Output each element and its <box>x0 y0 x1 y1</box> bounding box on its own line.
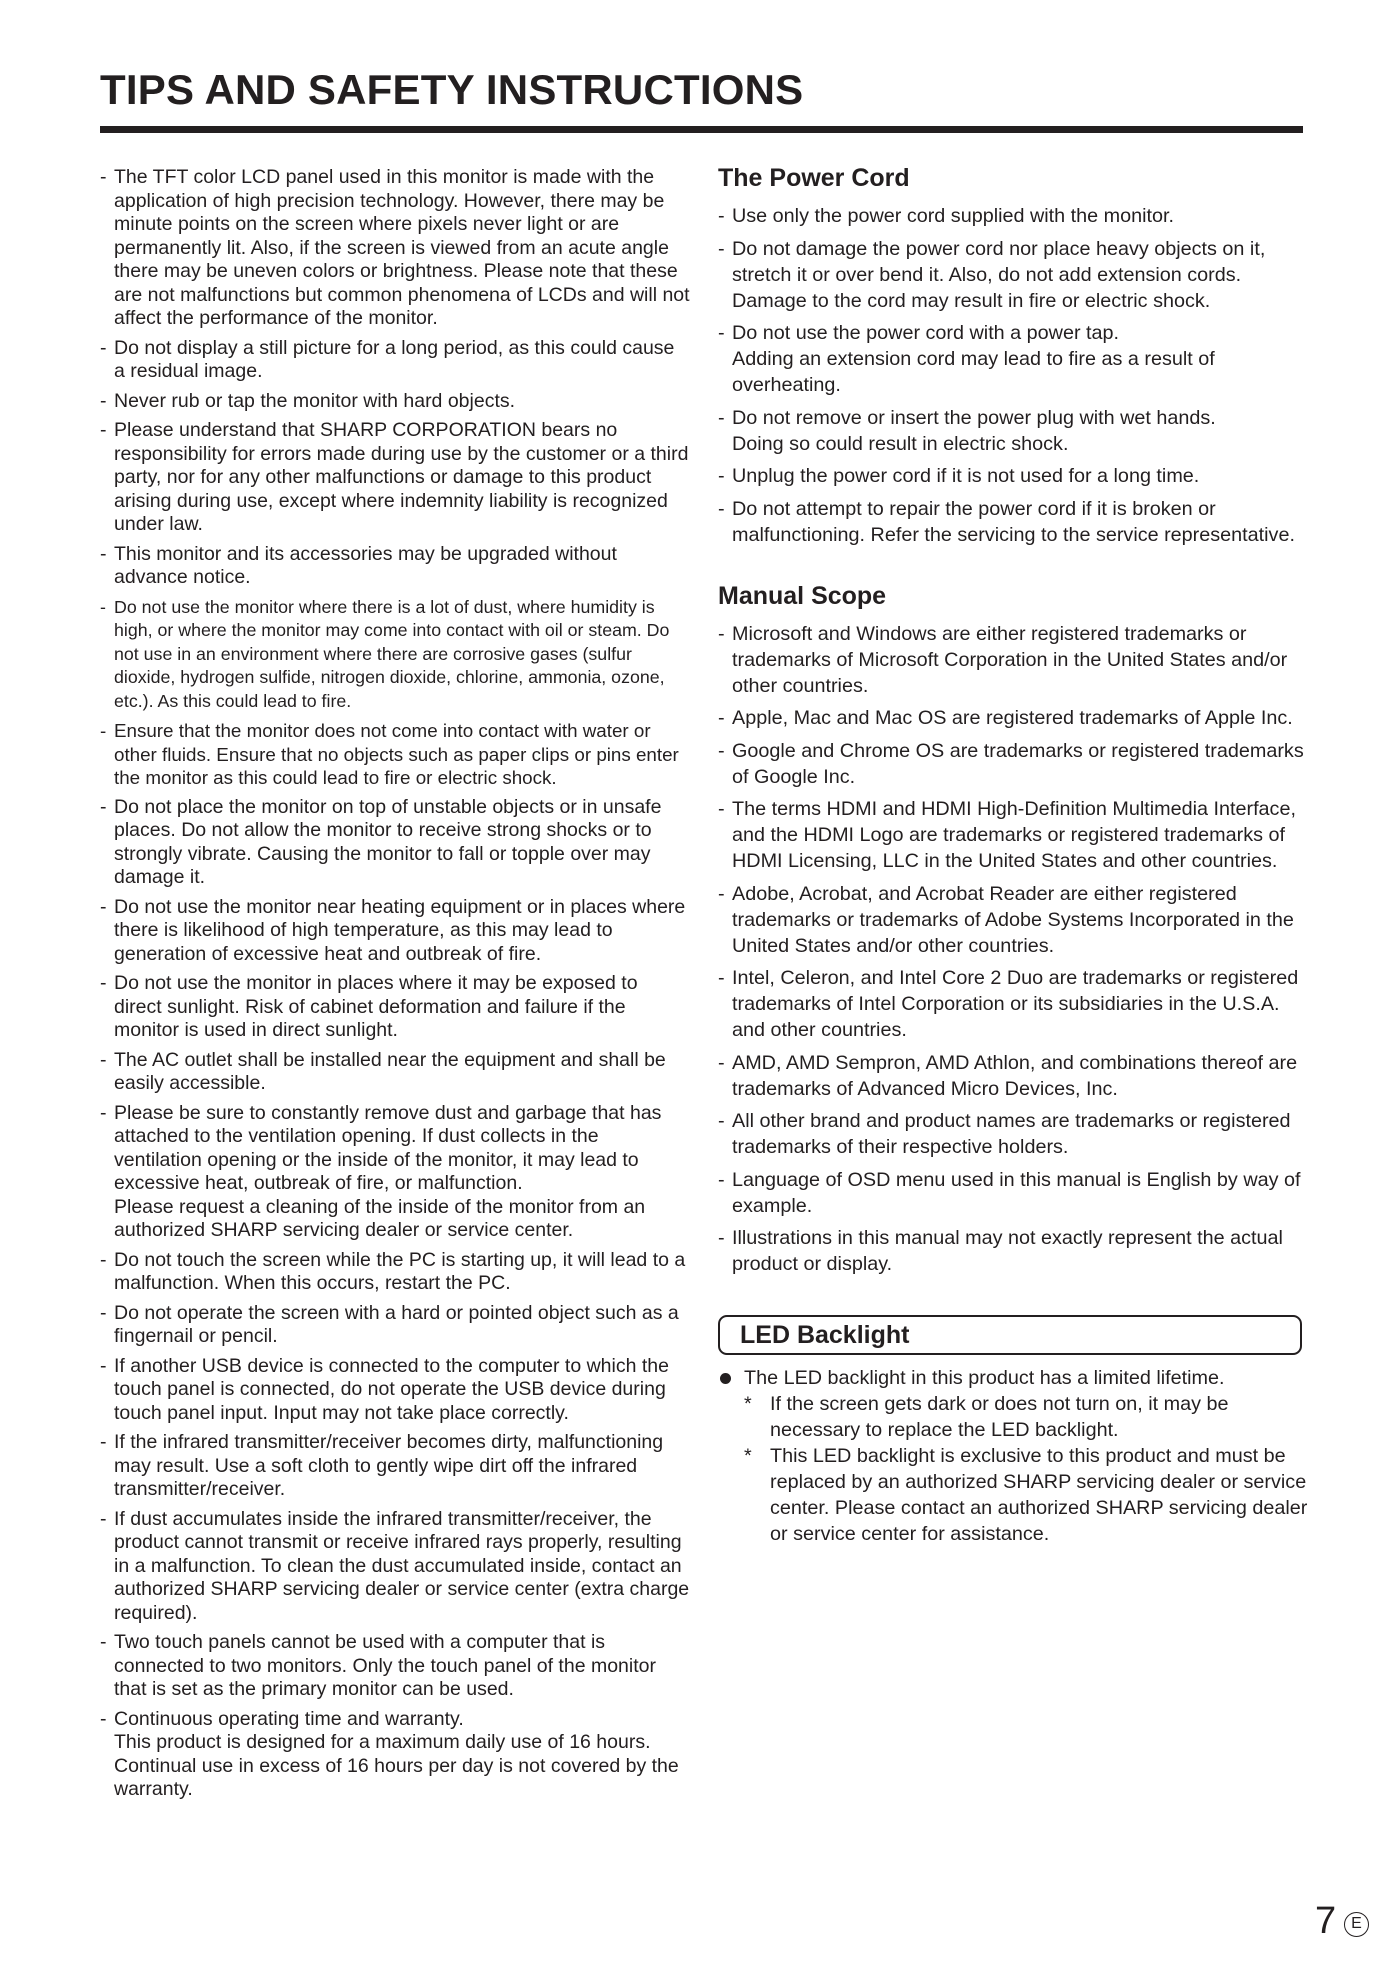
language-badge: E <box>1344 1912 1369 1937</box>
list-item: - Do not attempt to repair the power cord if it is broken or malfunctioning. Refer the servicing to the service representative. <box>718 496 1308 548</box>
list-item: - All other brand and product names are trademarks or registered trademarks of their respective holders. <box>718 1108 1308 1160</box>
safety-list <box>100 166 690 1802</box>
list-item <box>720 1365 1308 1547</box>
list-item: - Intel, Celeron, and Intel Core 2 Duo are trademarks or registered trademarks of Intel Corporation or its subsidiaries in the U.S.A. and other countries. <box>718 965 1308 1043</box>
list-item: - Adobe, Acrobat, and Acrobat Reader are either registered trademarks or trademarks of Adobe Systems Incorporated in the United States and/or other countries. <box>718 881 1308 959</box>
list-item: - Unplug the power cord if it is not used for a long time. <box>718 463 1308 489</box>
note-item: * If the screen gets dark or does not turn on, it may be necessary to replace the LED backlight. <box>744 1391 1308 1443</box>
list-item: - Do not display a still picture for a long period, as this could cause a residual image. <box>100 337 690 384</box>
list-item: - The AC outlet shall be installed near the equipment and shall be easily accessible. <box>100 1049 690 1096</box>
list-item: - Google and Chrome OS are trademarks or registered trademarks of Google Inc. <box>718 738 1308 790</box>
list-item: - Do not damage the power cord nor place heavy objects on it, stretch it or over bend it. Also, do not add extension cords. Damage to the cord may result in fire or electric shock. <box>718 236 1308 314</box>
list-item: - Illustrations in this manual may not exactly represent the actual product or display. <box>718 1225 1308 1277</box>
list-item-continuation: This product is designed for a maximum daily use of 16 hours. Continual use in excess of 16 hours per day is not covered by the warranty. <box>114 1731 679 1800</box>
list-item <box>718 320 1308 398</box>
list-item <box>718 405 1308 457</box>
list-item: - If dust accumulates inside the infrared transmitter/receiver, the product cannot transmit or receive infrared rays properly, resulting in a malfunction. To clean the dust accumulated inside, contact an authorized SHARP servicing dealer or service center (extra charge required). <box>100 1508 690 1626</box>
title-rule <box>100 126 1303 133</box>
list-item: - Do not use the monitor near heating equipment or in places where there is likelihood of high temperature, as this may lead to generation of excessive heat and outbreak of fire. <box>100 896 690 967</box>
power-cord-list <box>718 203 1308 548</box>
right-column <box>718 164 1308 1547</box>
list-item: - Ensure that the monitor does not come into contact with water or other fluids. Ensure that no objects such as paper clips or pins enter the monitor as this could lead to fire or electric shock. <box>100 719 690 790</box>
list-item: - Language of OSD menu used in this manual is English by way of example. <box>718 1167 1308 1219</box>
list-item: - The TFT color LCD panel used in this monitor is made with the application of high precision technology. However, there may be minute points on the screen where pixels never light or are permanently lit. Also, if the screen is viewed from an acute angle there may be uneven colors or brightness. Please note that these are not malfunctions but common phenomena of LCDs and will not affect the performance of the monitor. <box>100 166 690 331</box>
list-item: - Do not touch the screen while the PC is starting up, it will lead to a malfunction. When this occurs, restart the PC. <box>100 1249 690 1296</box>
list-item: - Use only the power cord supplied with the monitor. <box>718 203 1308 229</box>
list-item: - This monitor and its accessories may be upgraded without advance notice. <box>100 543 690 590</box>
note-item: * This LED backlight is exclusive to this product and must be replaced by an authorized SHARP servicing dealer or service center. Please contact an authorized SHARP servicing dealer or service center for assistance. <box>744 1443 1308 1547</box>
list-item-text: Do not remove or insert the power plug with wet hands. <box>732 406 1216 429</box>
page-title: TIPS AND SAFETY INSTRUCTIONS <box>100 66 804 113</box>
list-item-text: Please be sure to constantly remove dust and garbage that has attached to the ventilation opening. If dust collects in the ventilation opening or the inside of the monitor, it may lead to excessive heat, outbreak of fire, or malfunction. <box>114 1101 662 1194</box>
list-item-text: Do not use the power cord with a power tap. <box>732 322 1120 344</box>
led-backlight-list <box>718 1365 1308 1547</box>
list-item-continuation: Please request a cleaning of the inside of the monitor from an authorized SHARP servicing dealer or service center. <box>114 1195 646 1241</box>
list-item: - Microsoft and Windows are either registered trademarks or trademarks of Microsoft Corporation in the United States and/or other countries. <box>718 621 1308 699</box>
led-backlight-heading: LED Backlight <box>740 1320 910 1349</box>
list-item: - If the infrared transmitter/receiver becomes dirty, malfunctioning may result. Use a soft cloth to gently wipe dirt off the infrared transmitter/receiver. <box>100 1431 690 1502</box>
manual-scope-list <box>718 621 1308 1278</box>
list-item: - AMD, AMD Sempron, AMD Athlon, and combinations thereof are trademarks of Advanced Micro Devices, Inc. <box>718 1050 1308 1102</box>
list-item: - If another USB device is connected to the computer to which the touch panel is connected, do not operate the USB device during touch panel input. Input may not take place correctly. <box>100 1355 690 1426</box>
list-item: - The terms HDMI and HDMI High-Definition Multimedia Interface, and the HDMI Logo are trademarks or registered trademarks of HDMI Licensing, LLC in the United States and other countries. <box>718 796 1308 874</box>
list-item: - Do not use the monitor where there is a lot of dust, where humidity is high, or where the monitor may come into contact with oil or steam. Do not use in an environment where there are corrosive gases (sulfur dioxide, hydrogen sulfide, nitrogen dioxide, chlorine, ammonia, ozone, etc.). As this could lead to fire. <box>100 596 690 714</box>
list-item: - Do not place the monitor on top of unstable objects or in unsafe places. Do not allow the monitor to receive strong shocks or to strongly vibrate. Causing the monitor to fall or topple over may damage it. <box>100 796 690 890</box>
list-item <box>100 1708 690 1802</box>
list-item: - Please understand that SHARP CORPORATION bears no responsibility for errors made during use by the customer or a third party, nor for any other malfunctions or damage to this product arising during use, except where indemnity liability is recognized under law. <box>100 419 690 537</box>
led-backlight-bullet: The LED backlight in this product has a limited lifetime. <box>744 1367 1225 1389</box>
led-backlight-heading-box <box>718 1315 1302 1355</box>
list-item <box>100 1102 690 1243</box>
page-number: 7 <box>1315 1900 1337 1942</box>
manual-scope-heading: Manual Scope <box>718 581 887 610</box>
list-item-continuation: Adding an extension cord may lead to fire as a result of overheating. <box>732 348 1215 396</box>
bullet-dot-icon <box>720 1373 731 1384</box>
list-item-text: Continuous operating time and warranty. <box>114 1707 464 1730</box>
led-notes <box>744 1391 1308 1547</box>
power-cord-heading: The Power Cord <box>718 164 910 192</box>
list-item: - Apple, Mac and Mac OS are registered trademarks of Apple Inc. <box>718 705 1308 731</box>
list-item-continuation: Doing so could result in electric shock. <box>732 432 1069 455</box>
list-item: - Never rub or tap the monitor with hard objects. <box>100 390 690 414</box>
list-item: - Do not use the monitor in places where it may be exposed to direct sunlight. Risk of cabinet deformation and failure if the monitor is used in direct sunlight. <box>100 972 690 1043</box>
left-column <box>100 166 690 1808</box>
list-item: - Two touch panels cannot be used with a computer that is connected to two monitors. Only the touch panel of the monitor that is set as the primary monitor can be used. <box>100 1631 690 1702</box>
list-item: - Do not operate the screen with a hard or pointed object such as a fingernail or pencil. <box>100 1302 690 1349</box>
